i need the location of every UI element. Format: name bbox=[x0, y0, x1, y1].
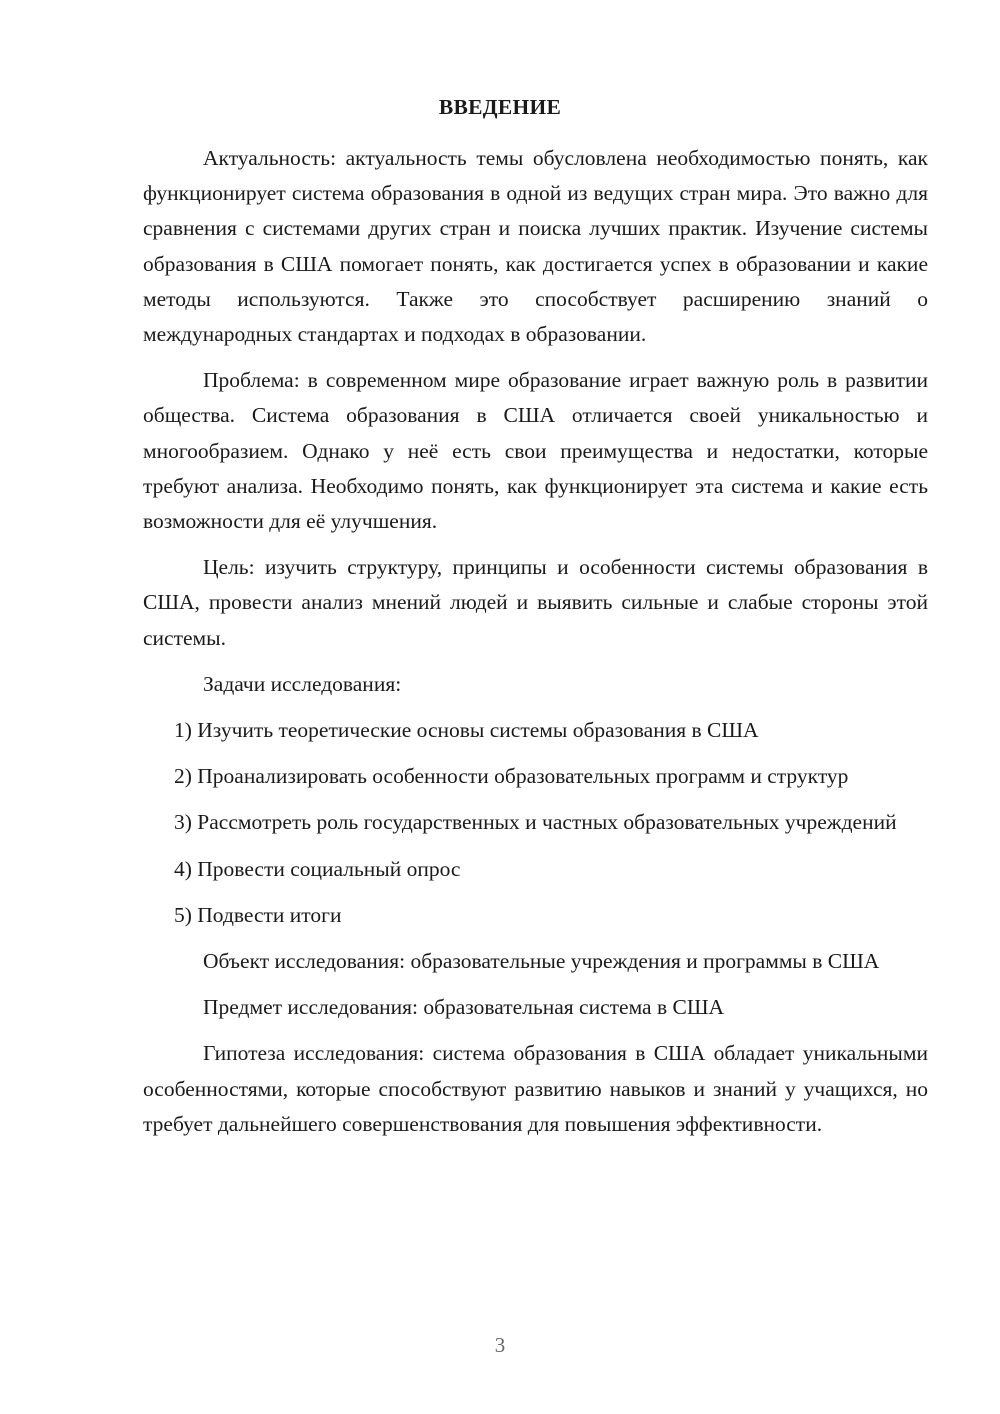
task-item-2: 2) Проанализировать особенности образовательных программ и структур bbox=[174, 764, 849, 789]
paragraph-hypothesis: Гипотеза исследования: система образования в США обладает уникальными особенностями, которые способствуют развитию навыков и знаний у учащихся, но требует дальнейшего совершенствования для повышения эффективности. bbox=[143, 1041, 928, 1136]
paragraph-problem: Проблема: в современном мире образование играет важную роль в развитии общества. Система образования в США отличается своей уникальностью и многообразием. Однако у неё есть свои преимущества и недостатки, которые требуют анализа. Необходимо понять, как функционирует эта система и какие есть возможности для её улучшения. bbox=[143, 368, 928, 534]
task-item-3: 3) Рассмотреть роль государственных и частных образовательных учреждений bbox=[174, 810, 897, 835]
task-item-5: 5) Подвести итоги bbox=[174, 902, 342, 927]
task-item-4: 4) Провести социальный опрос bbox=[174, 856, 461, 881]
paragraph-relevance: Актуальность: актуальность темы обусловлена необходимостью понять, как функционирует система образования в одной из ведущих стран мира. Это важно для сравнения с системами других стран и поиска лучших практик. Изучение системы образования в США помогает понять, как достигается успех в образовании и какие методы используются. Также это способствует расширению знаний о международных стандартах и подходах в образовании. bbox=[143, 146, 928, 347]
paragraph-goal: Цель: изучить структуру, принципы и особенности системы образования в США, провести анализ мнений людей и выявить сильные и слабые стороны этой системы. bbox=[143, 555, 928, 650]
paragraph-object: Объект исследования: образовательные учреждения и программы в США bbox=[203, 949, 880, 974]
paragraph-tasks-heading: Задачи исследования: bbox=[203, 671, 402, 696]
document-body bbox=[143, 141, 928, 1153]
page-title: ВВЕДЕНИЕ bbox=[438, 95, 562, 119]
paragraph-subject: Предмет исследования: образовательная система в США bbox=[203, 995, 725, 1020]
task-item-1: 1) Изучить теоретические основы системы образования в США bbox=[174, 718, 759, 743]
page-number: 3 bbox=[494, 1333, 506, 1357]
